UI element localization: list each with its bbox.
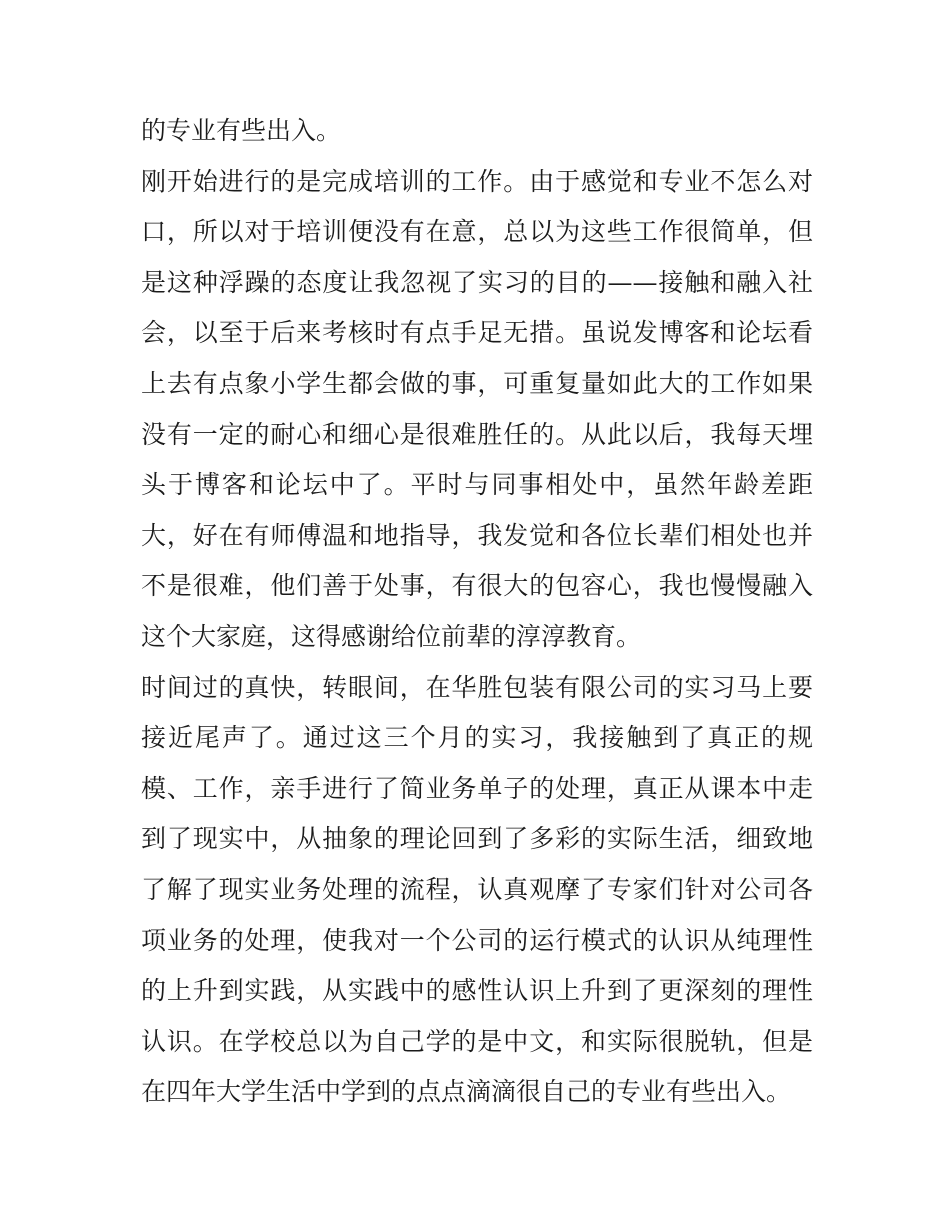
paragraph-2: 刚开始进行的是完成培训的工作。由于感觉和专业不怎么对口，所以对于培训便没有在意，总以为这些工作很简单，但是这种浮躁的态度让我忽视了实习的目的——接触和融入社会，以至于后来考核时有点手足无措。虽说发博客和论坛看上去有点象小学生都会做的事，可重复量如此大的工作如果没有一定的耐心和细心是很难胜任的。从此以后，我每天埋头于博客和论坛中了。平时与同事相处中，虽然年龄差距大，好在有师傅温和地指导，我发觉和各位长辈们相处也并不是很难，他们善于处事，有很大的包容心，我也慢慢融入这个大家庭，这得感谢给位前辈的淳淳教育。 — [141, 166, 813, 651]
document-body — [141, 106, 813, 1118]
paragraph-3: 时间过的真快，转眼间，在华胜包装有限公司的实习马上要接近尾声了。通过这三个月的实习，我接触到了真正的规模、工作，亲手进行了简业务单子的处理，真正从课本中走到了现实中，从抽象的理论回到了多彩的实际生活，细致地了解了现实业务处理的流程，认真观摩了专家们针对公司各项业务的处理，使我对一个公司的运行模式的认识从纯理性的上升到实践，从实践中的感性认识上升到了更深刻的理性认识。在学校总以为自己学的是中文，和实际很脱轨，但是在四年大学生活中学到的点点滴滴很自己的专业有些出入。 — [141, 672, 813, 1107]
paragraph-1: 的专业有些出入。 — [141, 116, 342, 145]
